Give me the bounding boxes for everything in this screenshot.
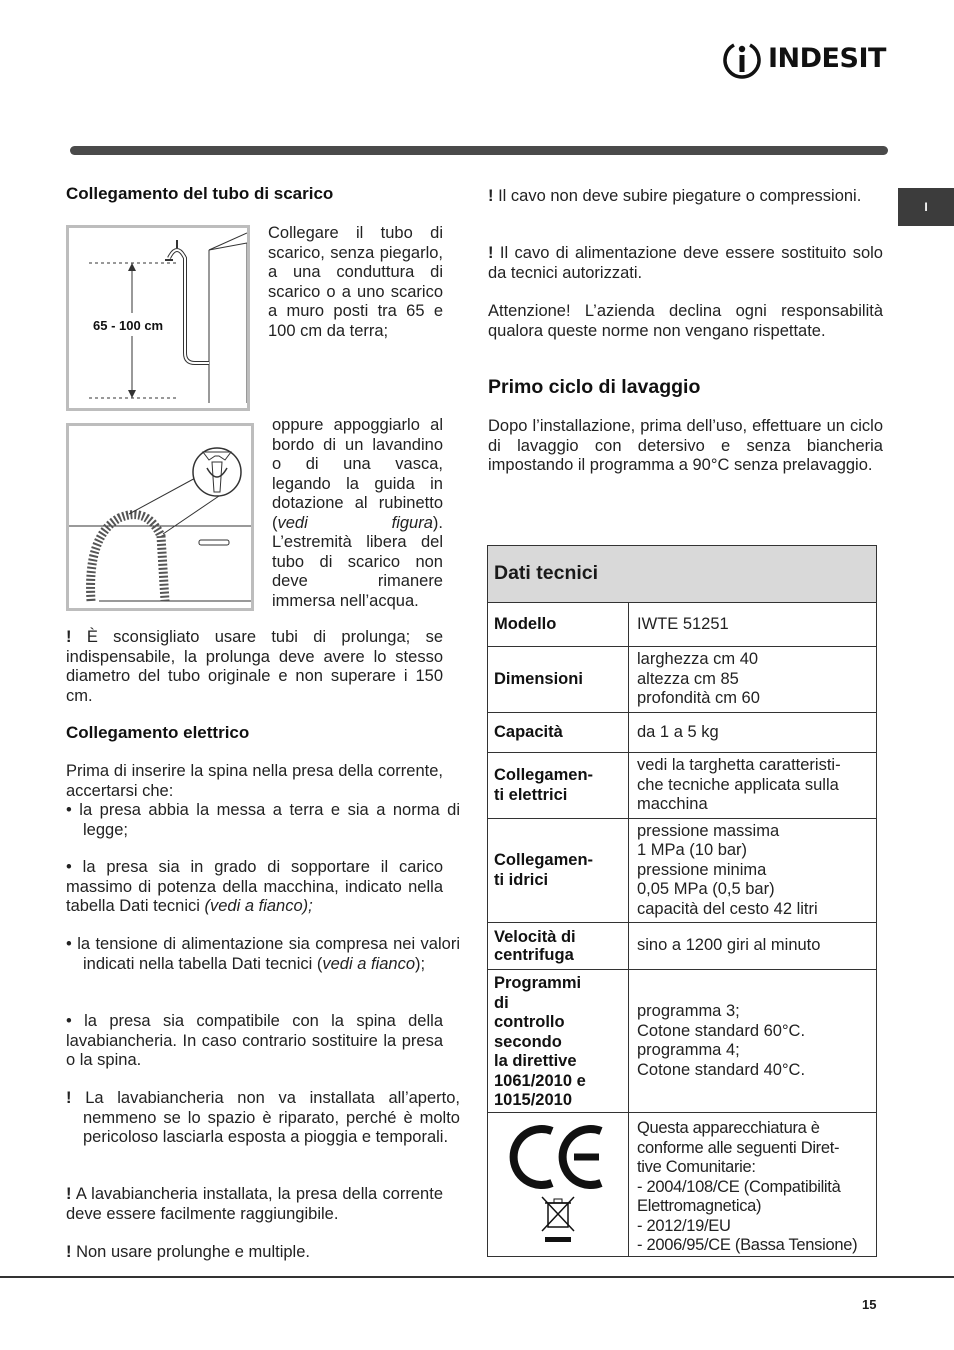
warning-multiples [66,1243,443,1263]
drain-figure-2 [66,423,254,611]
table-row [488,713,877,753]
bullet-load [66,858,443,917]
first-cycle-title: Primo ciclo di lavaggio [488,376,701,398]
spec-value: pressione massima 1 MPa (10 bar) pressione minima 0,05 MPa (0,5 bar) capacità del cesto 42 litri [629,819,877,923]
weee-bin-icon [542,1197,574,1242]
brand-name: INDESIT [768,43,886,74]
spec-label: Modello [488,603,629,647]
warning-extension [66,628,443,706]
warning-mark: ! [488,244,494,262]
bullet-voltage-ref: vedi a fianco [322,954,416,973]
table-row [488,923,877,970]
warning-mark: ! [66,628,72,646]
ce-cell [488,1113,629,1257]
spec-label: Capacità [488,713,629,753]
drain-figure-1 [66,225,250,411]
spec-label: Velocità di centrifuga [488,923,629,970]
electrical-title: Collegamento elettrico [66,723,250,742]
spec-value: IWTE 51251 [629,603,877,647]
bullet-plug: • la presa sia compatibile con la spina della lavabiancheria. In caso contrario sostituire la presa o la spina. [66,1012,443,1069]
spec-label: Collegamen- ti idrici [488,819,629,923]
spec-label: Collegamen- ti elettrici [488,753,629,819]
bullet-earth: • la presa abbia la messa a terra e sia a norma di legge; [66,801,460,839]
warning-mark: ! [488,187,494,205]
drain-text-2 [272,416,443,611]
drain-hose-sink-illustration [69,426,251,608]
spec-table [487,545,877,1257]
table-row [488,970,877,1113]
table-row [488,753,877,819]
indesit-logo [720,40,886,80]
warning-mark: ! [66,1089,72,1107]
warning-cable-bend [488,187,883,207]
spec-value: sino a 1200 giri al minuto [629,923,877,970]
spec-table-header [488,546,877,603]
header-rule [70,146,888,155]
warning-multiples-text: Non usare prolunghe e multiple. [76,1243,310,1261]
spec-value: larghezza cm 40 altezza cm 85 profondità cm 60 [629,647,877,713]
height-range-label: 65 - 100 cm [93,318,164,333]
language-tab: I [898,188,954,226]
warning-cable-replace [488,244,883,283]
bullet-voltage-text: • la tensione di alimentazione sia compresa nei valori indicati nella tabella Dati tecnici ( [66,935,460,973]
drain-text-2-ref: vedi figura [277,513,433,532]
footer-rule [0,1276,954,1278]
warning-cable-bend-text: Il cavo non deve subire piegature o compressioni. [498,187,862,205]
warning-reachable [66,1185,443,1224]
warning-extension-text: È sconsigliato usare tubi di prolunga; se indispensabile, la prolunga deve avere lo stesso diametro del tubo originale e non superare i 150 cm. [66,628,443,705]
table-row [488,647,877,713]
ce-text: Questa apparecchiatura è conforme alle seguenti Diret- tive Comunitarie: - 2004/108/CE (Compatibilità Elettromagnetica) - 2012/19/EU - 2006/95/CE (Bassa Tensione) [629,1113,877,1257]
table-row [488,603,877,647]
bullet-voltage-end: ); [415,954,426,973]
spec-value: da 1 a 5 kg [629,713,877,753]
electrical-intro: Prima di inserire la spina nella presa della corrente, accertarsi che: [66,762,443,800]
indesit-logo-icon [720,40,764,80]
warning-outdoor-text: La lavabiancheria non va installata all’aperto, nemmeno se lo spazio è riparato, perché è molto pericoloso lasciarla esposta a pioggia e temporali. [83,1089,460,1146]
drain-text-1: Collegare il tubo di scarico, senza piegarlo, a una conduttura di scarico o a uno scarico a muro posti tra 65 e 100 cm da terra; [268,224,443,340]
bullet-voltage [66,935,460,974]
warning-outdoor [66,1089,460,1148]
bullet-load-ref: (vedi a fianco); [204,897,313,915]
spec-table-title: Dati tecnici [488,546,877,603]
first-cycle-text: Dopo l’installazione, prima dell’uso, effettuare un ciclo di lavaggio con detersivo e senza biancheria impostando il programma a 90°C senza prelavaggio. [488,417,883,474]
spec-value: programma 3; Cotone standard 60°C. programma 4; Cotone standard 40°C. [629,970,877,1113]
spec-label: Programmi di controllo secondo la direttive 1061/2010 e 1015/2010 [488,970,629,1113]
spec-label: Dimensioni [488,647,629,713]
attention-note: Attenzione! L’azienda declina ogni responsabilità qualora queste norme non vengano rispettate. [488,302,883,340]
table-row [488,1113,877,1257]
drain-title: Collegamento del tubo di scarico [66,184,334,203]
warning-cable-replace-text: Il cavo di alimentazione deve essere sostituito solo da tecnici autorizzati. [488,244,883,282]
warning-mark: ! [66,1243,72,1261]
table-row [488,819,877,923]
page-number: 15 [862,1297,877,1312]
ce-mark-icon [508,1117,608,1247]
warning-mark: ! [66,1185,72,1203]
bullet-load-text: • la presa sia in grado di sopportare il carico massimo di potenza della macchina, indicato nella tabella Dati tecnici [66,858,443,915]
warning-reachable-text: A lavabiancheria installata, la presa della corrente deve essere facilmente raggiungibile. [66,1185,443,1223]
drain-text-2-part-a: oppure appoggiarlo al bordo di un lavandino o di una vasca, legando la guida in dotazione al rubinetto ( [272,416,443,532]
drain-text-2-part-c: ). L’estremità libera del tubo di scarico non deve rimanere immersa nell’acqua. [272,513,443,610]
spec-value: vedi la targhetta caratteristi- che tecniche applicata sulla macchina [629,753,877,819]
